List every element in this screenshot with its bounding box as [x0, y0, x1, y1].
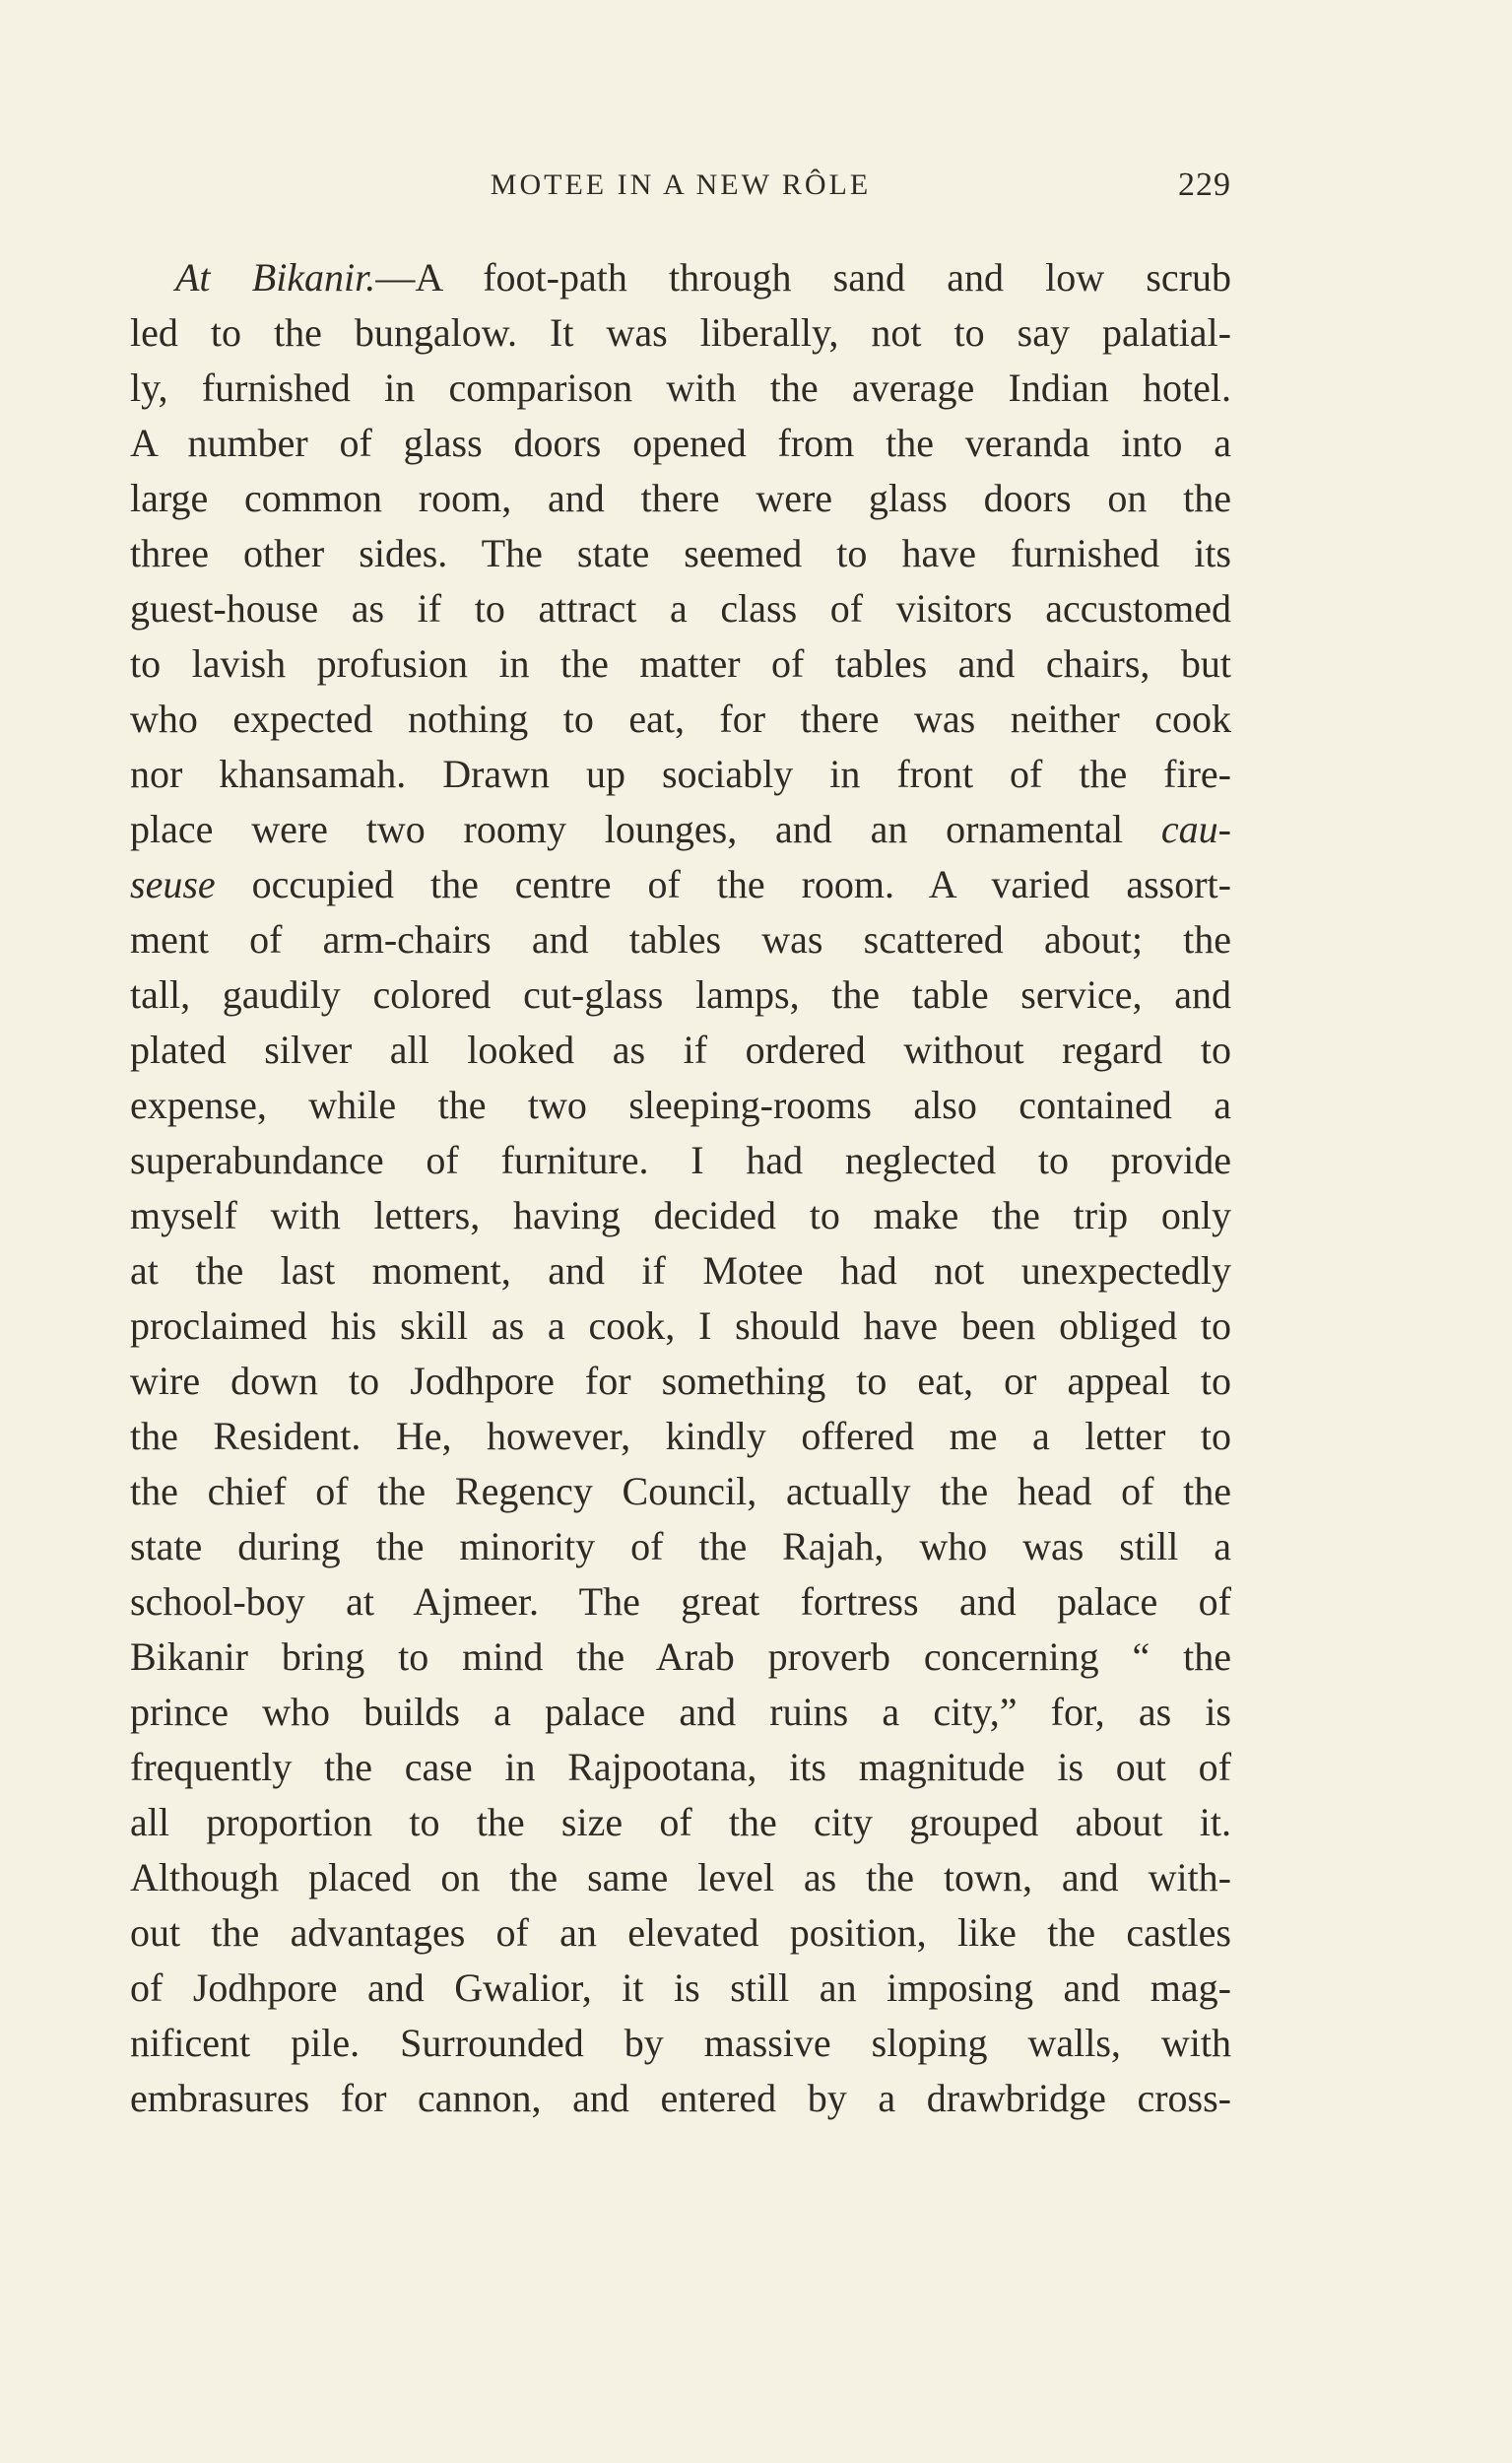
body-paragraph [130, 250, 1231, 2126]
text-line: Bikanir bring to mind the Arab proverb concerning “ the [130, 1634, 1231, 1679]
italic-word: seuse [130, 862, 216, 906]
text-line: ment of arm-chairs and tables was scattered about; the [130, 917, 1231, 962]
text-line: plated silver all looked as if ordered without regard to [130, 1028, 1231, 1072]
text-line: proclaimed his skill as a cook, I should have been obliged to [130, 1303, 1231, 1348]
text-line: myself with letters, having decided to make the trip only [130, 1193, 1231, 1237]
running-head [130, 166, 1231, 213]
text-line: led to the bungalow. It was liberally, not to say palatial- [130, 310, 1231, 355]
text-line: three other sides. The state seemed to have furnished its [130, 531, 1231, 575]
text-line: frequently the case in Rajpootana, its magnitude is out of [130, 1745, 1231, 1789]
text-line: guest-house as if to attract a class of visitors accustomed [130, 586, 1231, 631]
text-line: embrasures for cannon, and entered by a drawbridge cross- [130, 2076, 1231, 2120]
text-line [130, 802, 1231, 857]
text-segment: occupied the centre of the room. A varied assort- [215, 862, 1231, 906]
text-segment: place were two roomy lounges, and an ornamental [130, 807, 1161, 851]
text-line: all proportion to the size of the city grouped about it. [130, 1800, 1231, 1844]
text-line: to lavish profusion in the matter of tables and chairs, but [130, 641, 1231, 686]
text-line: the Resident. He, however, kindly offered me a letter to [130, 1414, 1231, 1458]
text-line: nor khansamah. Drawn up sociably in front of the fire- [130, 752, 1231, 796]
text-line: ly, furnished in comparison with the average Indian hotel. [130, 366, 1231, 410]
text-line: tall, gaudily colored cut-glass lamps, the table service, and [130, 972, 1231, 1017]
text-line: wire down to Jodhpore for something to eat, or appeal to [130, 1359, 1231, 1403]
italic-heading: At Bikanir. [175, 255, 376, 300]
text-line: state during the minority of the Rajah, who was still a [130, 1524, 1231, 1568]
text-line [130, 250, 1231, 305]
text-line: Although placed on the same level as the town, and with- [130, 1855, 1231, 1899]
text-segment: —A foot-path through sand and low scrub [375, 255, 1232, 300]
text-line [130, 857, 1231, 912]
running-title: MOTEE IN A NEW RÔLE [490, 168, 872, 201]
text-line: who expected nothing to eat, for there was neither cook [130, 697, 1231, 741]
text-line: out the advantages of an elevated position, like the castles [130, 1910, 1231, 1955]
text-line: nificent pile. Surrounded by massive sloping walls, with [130, 2021, 1231, 2065]
italic-word: cau- [1160, 807, 1231, 851]
text-line: prince who builds a palace and ruins a city,” for, as is [130, 1690, 1231, 1734]
text-line: the chief of the Regency Council, actually the head of the [130, 1469, 1231, 1513]
page-number: 229 [1178, 166, 1231, 203]
text-line: at the last moment, and if Motee had not unexpectedly [130, 1248, 1231, 1293]
text-line: expense, while the two sleeping-rooms also contained a [130, 1083, 1231, 1127]
text-line: large common room, and there were glass doors on the [130, 476, 1231, 520]
text-line: of Jodhpore and Gwalior, it is still an imposing and mag- [130, 1965, 1231, 2010]
text-line: school-boy at Ajmeer. The great fortress and palace of [130, 1579, 1231, 1624]
text-line: superabundance of furniture. I had neglected to provide [130, 1138, 1231, 1182]
text-line: A number of glass doors opened from the veranda into a [130, 421, 1231, 465]
